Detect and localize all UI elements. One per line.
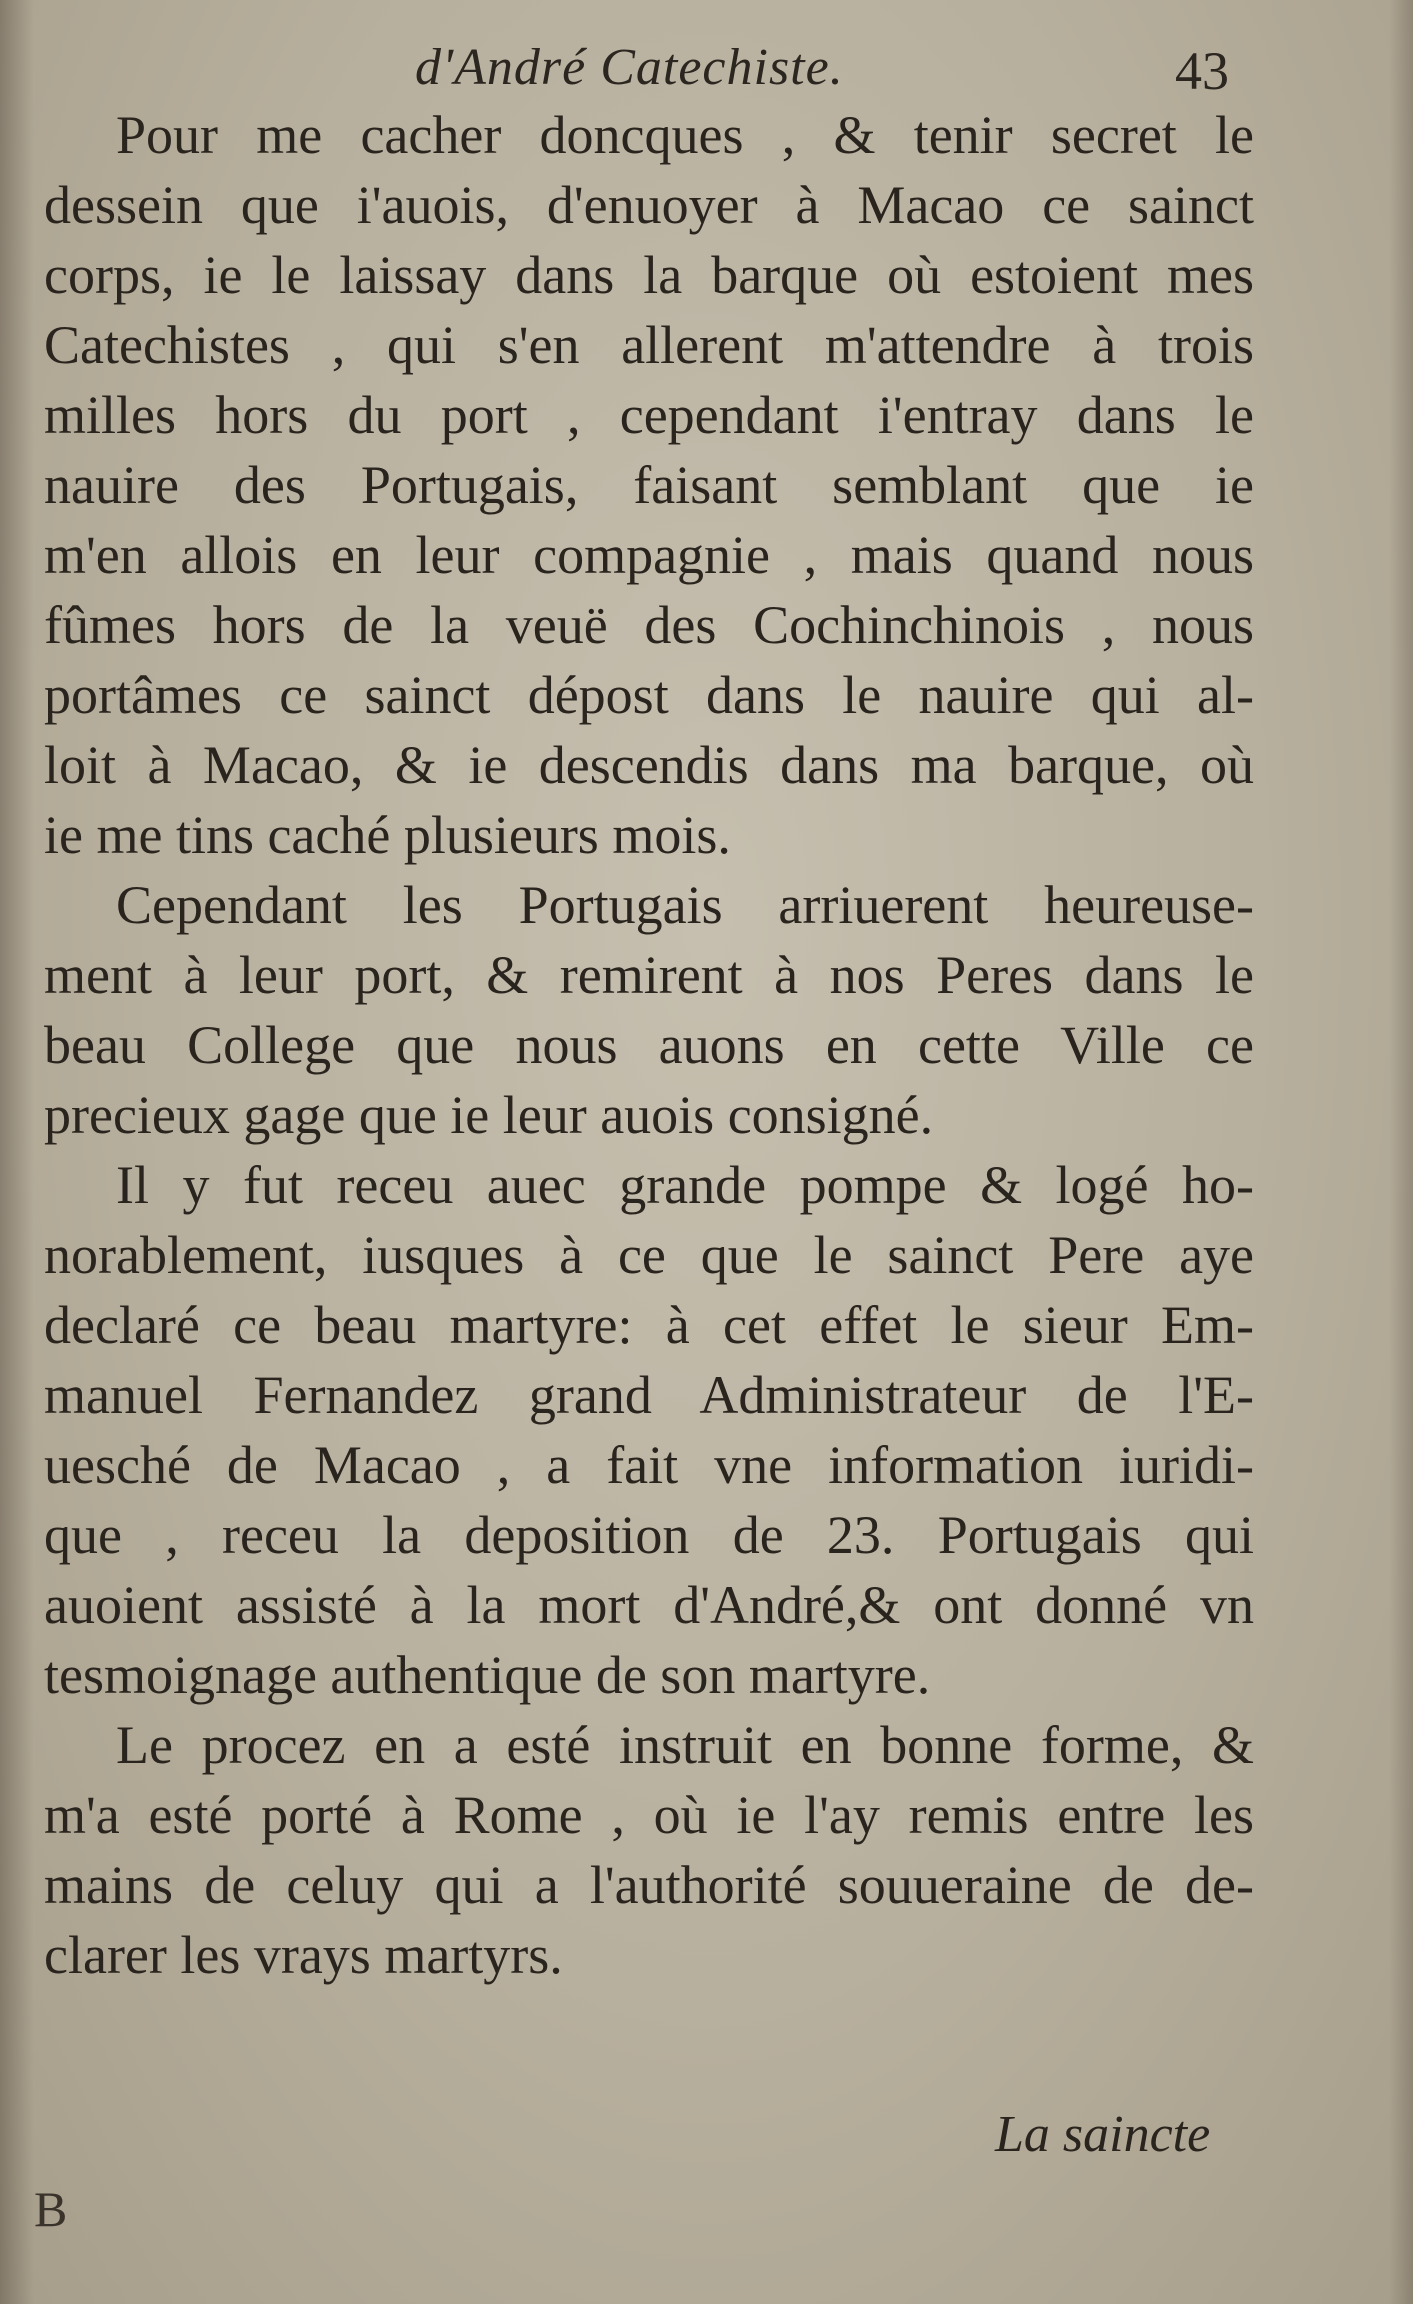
text-line: auoient assisté à la mort d'André,& ont donné vn	[44, 1575, 1254, 1635]
text-line: norablement, iusques à ce que le sainct Pere aye	[44, 1225, 1254, 1285]
text-line: nauire des Portugais, faisant semblant que ie	[44, 455, 1254, 515]
edge-shadow	[1389, 0, 1413, 2304]
text-line: uesché de Macao , a fait vne information iuridi-	[44, 1435, 1254, 1495]
text-line: ment à leur port, & remirent à nos Peres dans le	[44, 945, 1254, 1005]
text-line: Catechistes , qui s'en allerent m'attendre à trois	[44, 315, 1254, 375]
page-number: 43	[1175, 41, 1229, 101]
text-line: milles hors du port , cependant i'entray dans le	[44, 385, 1254, 445]
text-line: beau College que nous auons en cette Ville ce	[44, 1015, 1254, 1075]
text-line: clarer les vrays martyrs.	[44, 1925, 563, 1985]
signature-mark: B	[34, 2181, 68, 2237]
text-line: m'en allois en leur compagnie , mais quand nous	[44, 525, 1254, 585]
text-line: Le procez en a esté instruit en bonne forme, &	[116, 1715, 1254, 1775]
text-line: precieux gage que ie leur auois consigné.	[44, 1085, 934, 1145]
running-title: d'André Catechiste.	[415, 39, 844, 96]
text-line: Il y fut receu auec grande pompe & logé ho-	[116, 1155, 1254, 1215]
text-line: declaré ce beau martyre: à cet effet le sieur Em-	[44, 1295, 1254, 1355]
body-text	[44, 100, 1254, 1990]
text-line: dessein que i'auois, d'enuoyer à Macao ce sainct	[44, 175, 1254, 235]
text-line: Cependant les Portugais arriuerent heureuse-	[116, 875, 1254, 935]
text-line: tesmoignage authentique de son martyre.	[44, 1645, 931, 1705]
text-line: loit à Macao, & ie descendis dans ma barque, où	[44, 735, 1254, 795]
text-line: ie me tins caché plusieurs mois.	[44, 805, 731, 865]
gutter-shadow	[0, 0, 34, 2304]
text-line: portâmes ce sainct dépost dans le nauire qui al-	[44, 665, 1254, 725]
text-line: corps, ie le laissay dans la barque où estoient mes	[44, 245, 1254, 305]
text-line: que , receu la deposition de 23. Portugais qui	[44, 1505, 1254, 1565]
text-line: fûmes hors de la veuë des Cochinchinois , nous	[44, 595, 1254, 655]
text-line: manuel Fernandez grand Administrateur de l'E-	[44, 1365, 1254, 1425]
page-header	[0, 38, 1413, 108]
text-line: Pour me cacher doncques , & tenir secret le	[116, 105, 1254, 165]
catchword: La saincte	[995, 2106, 1211, 2163]
text-line: mains de celuy qui a l'authorité souueraine de de-	[44, 1855, 1254, 1915]
text-line: m'a esté porté à Rome , où ie l'ay remis entre les	[44, 1785, 1254, 1845]
